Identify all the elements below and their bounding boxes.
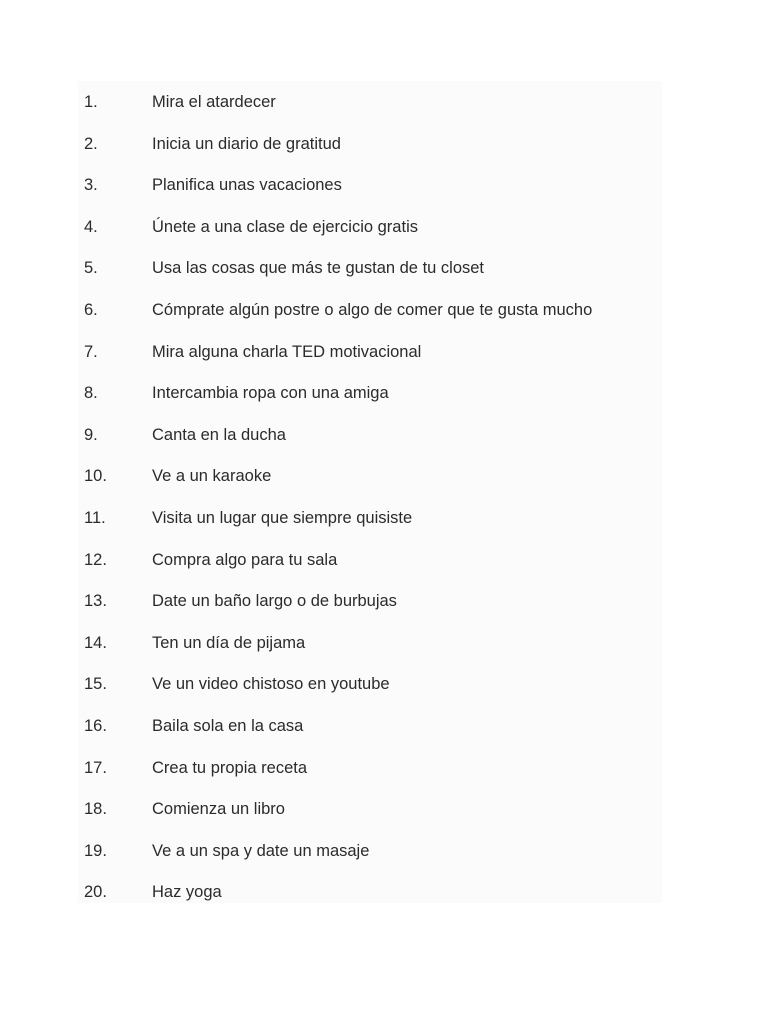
- item-number: 7.: [84, 342, 98, 361]
- list-item: [84, 176, 664, 207]
- list-item: [84, 800, 664, 831]
- item-number: 19.: [84, 841, 107, 860]
- list-item: [84, 301, 664, 332]
- item-text: Intercambia ropa con una amiga: [152, 384, 389, 403]
- item-number: 20.: [84, 883, 107, 902]
- item-text: Ten un día de pijama: [152, 633, 306, 652]
- list-item: [84, 758, 664, 790]
- item-number: 2.: [84, 134, 98, 153]
- item-text: Comienza un libro: [152, 800, 285, 819]
- item-text: Date un baño largo o de burbujas: [152, 592, 397, 611]
- item-number: 9.: [84, 425, 98, 444]
- list-item: [84, 425, 664, 457]
- list-item: [84, 259, 664, 290]
- item-number: 10.: [84, 467, 107, 486]
- item-number: 1.: [84, 93, 98, 111]
- item-text: Cómprate algún postre o algo de comer que te gusta mucho: [152, 301, 593, 319]
- item-text: Inicia un diario de gratitud: [152, 134, 341, 153]
- item-text: Planifica unas vacaciones: [152, 176, 342, 195]
- item-text: Baila sola en la casa: [152, 717, 304, 735]
- list-item: [84, 841, 664, 873]
- item-text: Únete a una clase de ejercicio gratis: [152, 217, 418, 236]
- item-number: 3.: [84, 176, 98, 195]
- item-number: 13.: [84, 592, 107, 611]
- list-item: [84, 509, 664, 540]
- list-item: [84, 717, 664, 748]
- item-text: Canta en la ducha: [152, 425, 286, 444]
- list-item: [84, 342, 664, 374]
- item-text: Visita un lugar que siempre quisiste: [152, 509, 413, 527]
- item-number: 11.: [84, 509, 106, 527]
- item-text: Compra algo para tu sala: [152, 550, 338, 569]
- item-number: 16.: [84, 717, 107, 735]
- item-text: Crea tu propia receta: [152, 758, 308, 777]
- list-item: [84, 217, 664, 249]
- item-number: 18.: [84, 800, 107, 819]
- list-item: [84, 384, 664, 415]
- item-text: Haz yoga: [152, 883, 222, 902]
- list-item: [84, 592, 664, 623]
- list-item: [84, 134, 664, 166]
- item-number: 4.: [84, 217, 98, 236]
- list-item: [84, 467, 664, 498]
- list-item: [84, 883, 664, 914]
- item-number: 17.: [84, 758, 107, 777]
- item-number: 5.: [84, 259, 98, 278]
- item-number: 6.: [84, 301, 98, 319]
- item-text: Ve un video chistoso en youtube: [152, 675, 390, 694]
- item-number: 12.: [84, 550, 107, 569]
- list-item: [84, 633, 664, 665]
- item-number: 8.: [84, 384, 98, 403]
- item-text: Usa las cosas que más te gustan de tu closet: [152, 259, 485, 278]
- item-text: Ve a un spa y date un masaje: [152, 841, 370, 860]
- item-number: 14.: [84, 633, 107, 652]
- list-item: [84, 550, 664, 582]
- item-number: 15.: [84, 675, 107, 694]
- item-text: Mira el atardecer: [152, 93, 276, 111]
- list-item: [84, 675, 664, 706]
- item-text: Ve a un karaoke: [152, 467, 272, 486]
- item-text: Mira alguna charla TED motivacional: [152, 342, 422, 361]
- list-item: [84, 93, 664, 124]
